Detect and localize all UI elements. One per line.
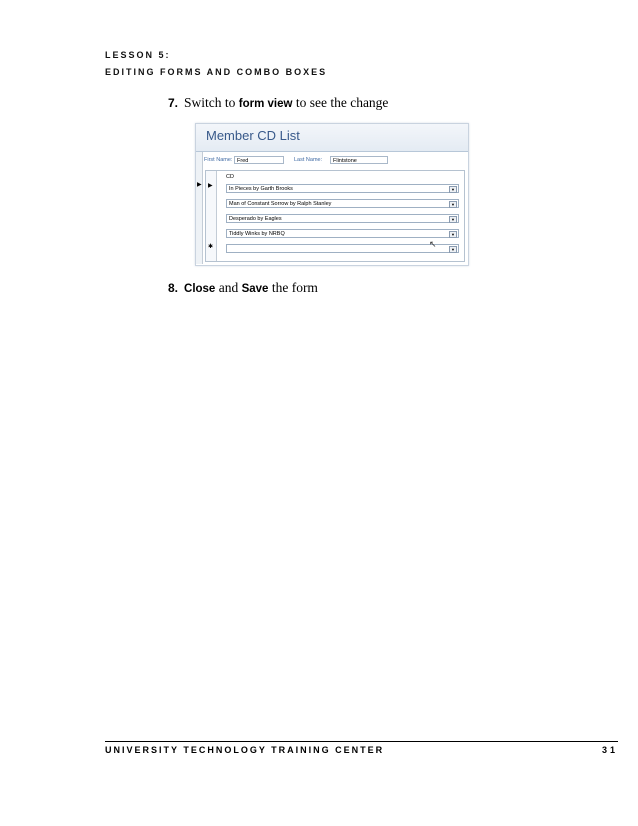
first-name-label: First Name: xyxy=(204,157,233,163)
cd-value: Man of Constant Sorrow by Ralph Stanley xyxy=(229,201,332,207)
first-name-field[interactable]: Fred xyxy=(234,156,284,164)
cd-value: Tiddly Winks by NRBQ xyxy=(229,231,285,237)
cd-value: In Pieces by Garth Brooks xyxy=(229,186,293,192)
step-text-pre: Switch to xyxy=(184,95,236,110)
dropdown-arrow-icon[interactable]: ▼ xyxy=(449,231,457,238)
cd-combo-4[interactable] xyxy=(226,229,459,238)
cd-combo-1[interactable] xyxy=(226,184,459,193)
form-view-screenshot xyxy=(195,123,469,266)
step-text-post: the form xyxy=(271,280,318,295)
page-number: 31 xyxy=(601,745,618,755)
step-keyword-save: Save xyxy=(241,283,269,295)
lesson-subheader: EDITING FORMS AND COMBO BOXES xyxy=(105,67,328,77)
dropdown-arrow-icon[interactable]: ▼ xyxy=(449,216,457,223)
cd-subform xyxy=(205,170,465,262)
record-selector-icon: ▶ xyxy=(208,183,213,189)
cd-value: Desperado by Eagles xyxy=(229,216,282,222)
step-7 xyxy=(168,95,388,111)
step-number: 8. xyxy=(168,281,179,295)
step-text-mid: and xyxy=(218,280,239,295)
step-number: 7. xyxy=(168,96,179,110)
cd-combo-2[interactable] xyxy=(226,199,459,208)
cd-combo-3[interactable] xyxy=(226,214,459,223)
footer-org: UNIVERSITY TECHNOLOGY TRAINING CENTER xyxy=(105,745,385,755)
record-selector-icon: ▶ xyxy=(197,182,202,188)
last-name-field[interactable]: Flintstone xyxy=(330,156,388,164)
footer-rule xyxy=(105,741,618,742)
cd-combo-new[interactable] xyxy=(226,244,459,253)
form-title-bar xyxy=(196,124,468,152)
step-8 xyxy=(168,280,318,296)
mouse-cursor-icon: ↖ xyxy=(429,239,437,249)
subform-record-selector[interactable] xyxy=(206,171,217,261)
dropdown-arrow-icon[interactable]: ▼ xyxy=(449,246,457,253)
dropdown-arrow-icon[interactable]: ▼ xyxy=(449,186,457,193)
new-record-icon: ✱ xyxy=(208,244,214,250)
dropdown-arrow-icon[interactable]: ▼ xyxy=(449,201,457,208)
record-selector-bar[interactable] xyxy=(196,152,203,264)
form-title: Member CD List xyxy=(206,128,300,143)
step-keyword: form view xyxy=(238,98,293,110)
last-name-label: Last Name: xyxy=(294,157,323,163)
cd-column-header: CD xyxy=(226,174,234,180)
step-keyword-close: Close xyxy=(184,283,216,295)
step-text-post: to see the change xyxy=(295,95,389,110)
lesson-header: LESSON 5: xyxy=(105,50,171,60)
